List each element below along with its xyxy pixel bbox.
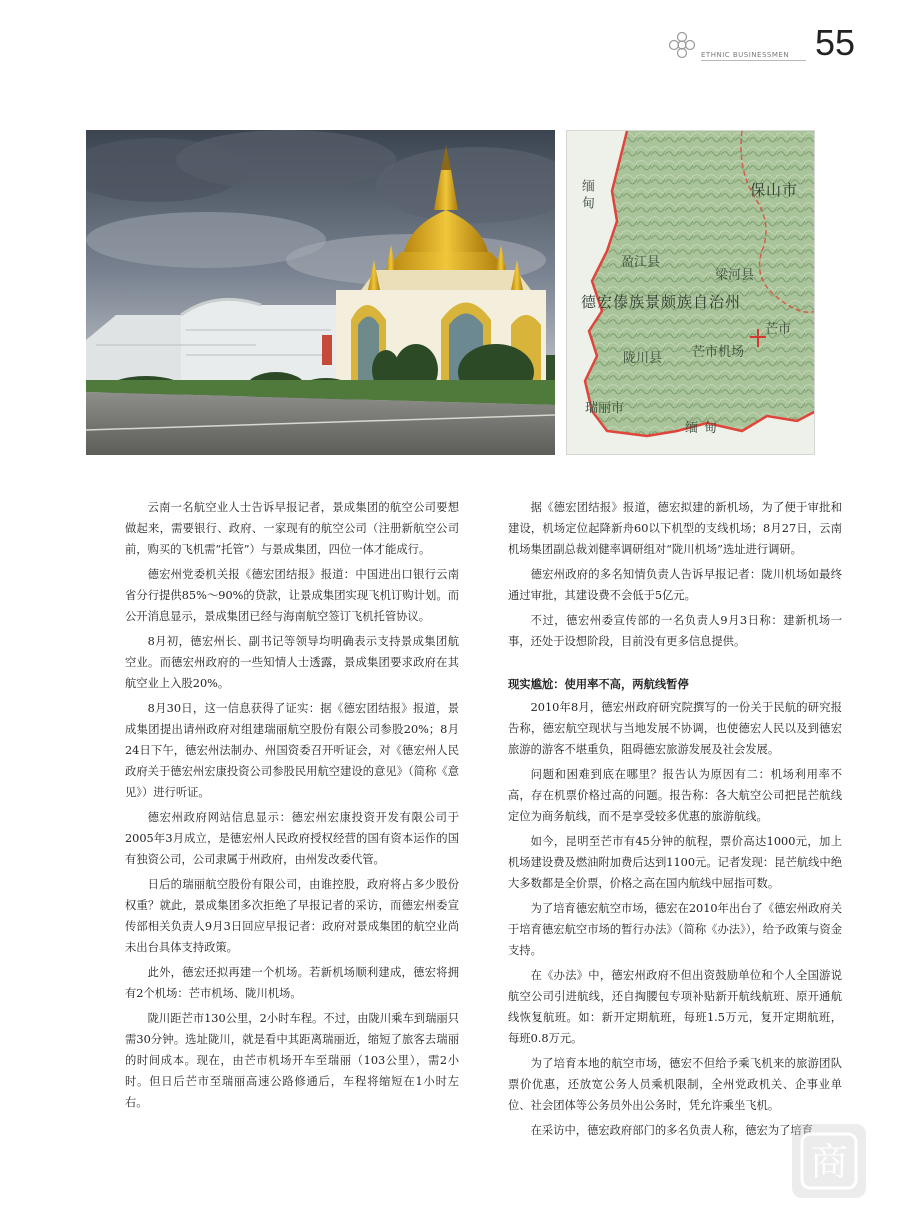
watermark-seal — [792, 1124, 866, 1198]
shang-seal-icon — [799, 1131, 859, 1191]
paragraph: 为了培育德宏航空市场，德宏在2010年出台了《德宏州政府关于培育德宏航空市场的暂行办法》（简称《办法》），给予政策与资金支持。 — [508, 902, 842, 957]
paragraph: 如今，昆明至芒市有45分钟的航程，票价高达1000元，加上机场建设费及燃油附加费后达到1100元。记者发现：昆芒航线中绝大多数都是全价票，价格之高在国内航线中屈指可数。 — [508, 835, 842, 890]
airport-photo — [86, 130, 555, 455]
page-header — [655, 18, 885, 68]
map-label-burma-west: 缅甸 — [579, 179, 594, 213]
map-label-mangshi: 芒市 — [765, 322, 792, 337]
paragraph: 陇川距芒市130公里，2小时车程。不过，由陇川乘车到瑞丽只需30分钟。选址陇川，就是看中其距离瑞丽近，缩短了旅客去瑞丽的时间成本。现在，由芒市机场开车至瑞丽（103公里），需2小时。但日后芒市至瑞丽高速公路修通后，车程将缩短在1小时左右。 — [125, 1012, 459, 1109]
paragraph: 日后的瑞丽航空股份有限公司，由谁控股，政府将占多少股份权重？就此，景成集团多次拒绝了早报记者的采访，而德宏州委宣传部相关负责人9月3日回应早报记者：政府对景成集团的航空业尚未出台具体支持政策。 — [125, 878, 459, 954]
map-label-prefecture: 德宏傣族景颇族自治州 — [581, 293, 742, 311]
paragraph: 此外，德宏还拟再建一个机场。若新机场顺利建成，德宏将拥有2个机场：芒市机场、陇川机场。 — [125, 966, 459, 1000]
paragraph: 8月30日，这一信息获得了证实：据《德宏团结报》报道，景成集团提出请州政府对组建瑞丽航空股份有限公司参股20%；8月24日下午，德宏州法制办、州国资委召开听证会，对《德宏州人民政府关于德宏州宏康投资公司参股民用航空建设的意见》（简称《意见》）进行听证。 — [125, 702, 459, 799]
paragraph: 为了培育本地的航空市场，德宏不但给予乘飞机来的旅游团队票价优惠，还放宽公务人员乘机限制，全州党政机关、企事业单位、社会团体等公务员外出公务时，凭允许乘坐飞机。 — [508, 1057, 842, 1112]
paragraph: 据《德宏团结报》报道，德宏拟建的新机场，为了便于审批和建设，机场定位起降新舟60以下机型的支线机场；8月27日，云南机场集团副总裁刘健率调研组对“陇川机场”选址进行调研。 — [508, 501, 842, 556]
map-label-baoshan: 保山市 — [750, 181, 799, 199]
paragraph: 在采访中，德宏政府部门的多名负责人称，德宏为了培育 — [530, 1124, 814, 1137]
paragraph: 德宏州党委机关报《德宏团结报》报道：中国进出口银行云南省分行提供85%～90%的贷款，让景成集团实现飞机订购计划。而公开消息显示，景成集团已经与海南航空签订飞机托管协议。 — [125, 568, 459, 623]
section-subheading: 现实尴尬：使用率不高，两航线暂停 — [508, 678, 689, 691]
map-label-yingjiang: 盈江县 — [621, 255, 661, 270]
map-label-ruili: 瑞丽市 — [585, 401, 625, 416]
paragraph: 8月初，德宏州长、副书记等领导均明确表示支持景成集团航空业。而德宏州政府的一些知情人士透露，景成集团要求政府在其航空业上入股20%。 — [125, 635, 459, 690]
airport-pagoda-photo-icon — [86, 130, 555, 455]
paragraph: 云南一名航空业人士告诉早报记者，景成集团的航空公司要想做起来，需要银行、政府、一家现有的航空公司（注册新航空公司前，购买的飞机需“托管”）与景成集团，四位一体才能成行。 — [125, 501, 459, 556]
map-label-longchuan: 陇川县 — [623, 351, 663, 366]
magazine-name: ETHNIC BUSINESSMEN — [701, 51, 790, 59]
page-number: 55 — [814, 22, 855, 63]
paragraph: 德宏州政府的多名知情负责人告诉早报记者：陇川机场如最终通过审批，其建设费不会低于5亿元。 — [508, 568, 842, 602]
header-rule — [701, 60, 806, 61]
dehong-map — [566, 130, 815, 455]
map-label-mangshi-airport: 芒市机场 — [692, 345, 745, 360]
map-label-burma-south: 缅甸 — [685, 421, 724, 436]
article-right-column — [508, 497, 842, 1145]
paragraph: 不过，德宏州委宣传部的一名负责人9月3日称：建新机场一事，还处于设想阶段，目前没有更多信息提供。 — [508, 614, 842, 648]
paragraph: 2010年8月，德宏州政府研究院撰写的一份关于民航的研究报告称，德宏航空现状与当地发展不协调，也使德宏人民以及到德宏旅游的游客不堪重负，阻碍德宏旅游发展及社会发展。 — [508, 701, 842, 756]
map-label-lianghe: 梁河县 — [715, 268, 755, 283]
flower-ornament-icon — [667, 30, 697, 60]
article-left-column — [125, 497, 459, 1117]
paragraph: 问题和困难到底在哪里？报告认为原因有二：机场利用率不高，存在机票价格过高的问题。报告称：各大航空公司把昆芒航线定位为商务航线，而不是享受较多优惠的旅游航线。 — [508, 768, 842, 823]
svg-text:商: 商 — [809, 1140, 849, 1184]
paragraph: 在《办法》中，德宏州政府不但出资鼓励单位和个人全国游说航空公司引进航线，还自掏腰包专项补贴新开航线航班、原开通航线恢复航班。如：新开定期航班，每班1.5万元，复开定期航班，每班0.8万元。 — [508, 969, 842, 1045]
paragraph: 德宏州政府网站信息显示：德宏州宏康投资开发有限公司于2005年3月成立，是德宏州人民政府授权经营的国有资本运作的国有独资公司，公司隶属于州政府，由州发改委代管。 — [125, 811, 459, 866]
